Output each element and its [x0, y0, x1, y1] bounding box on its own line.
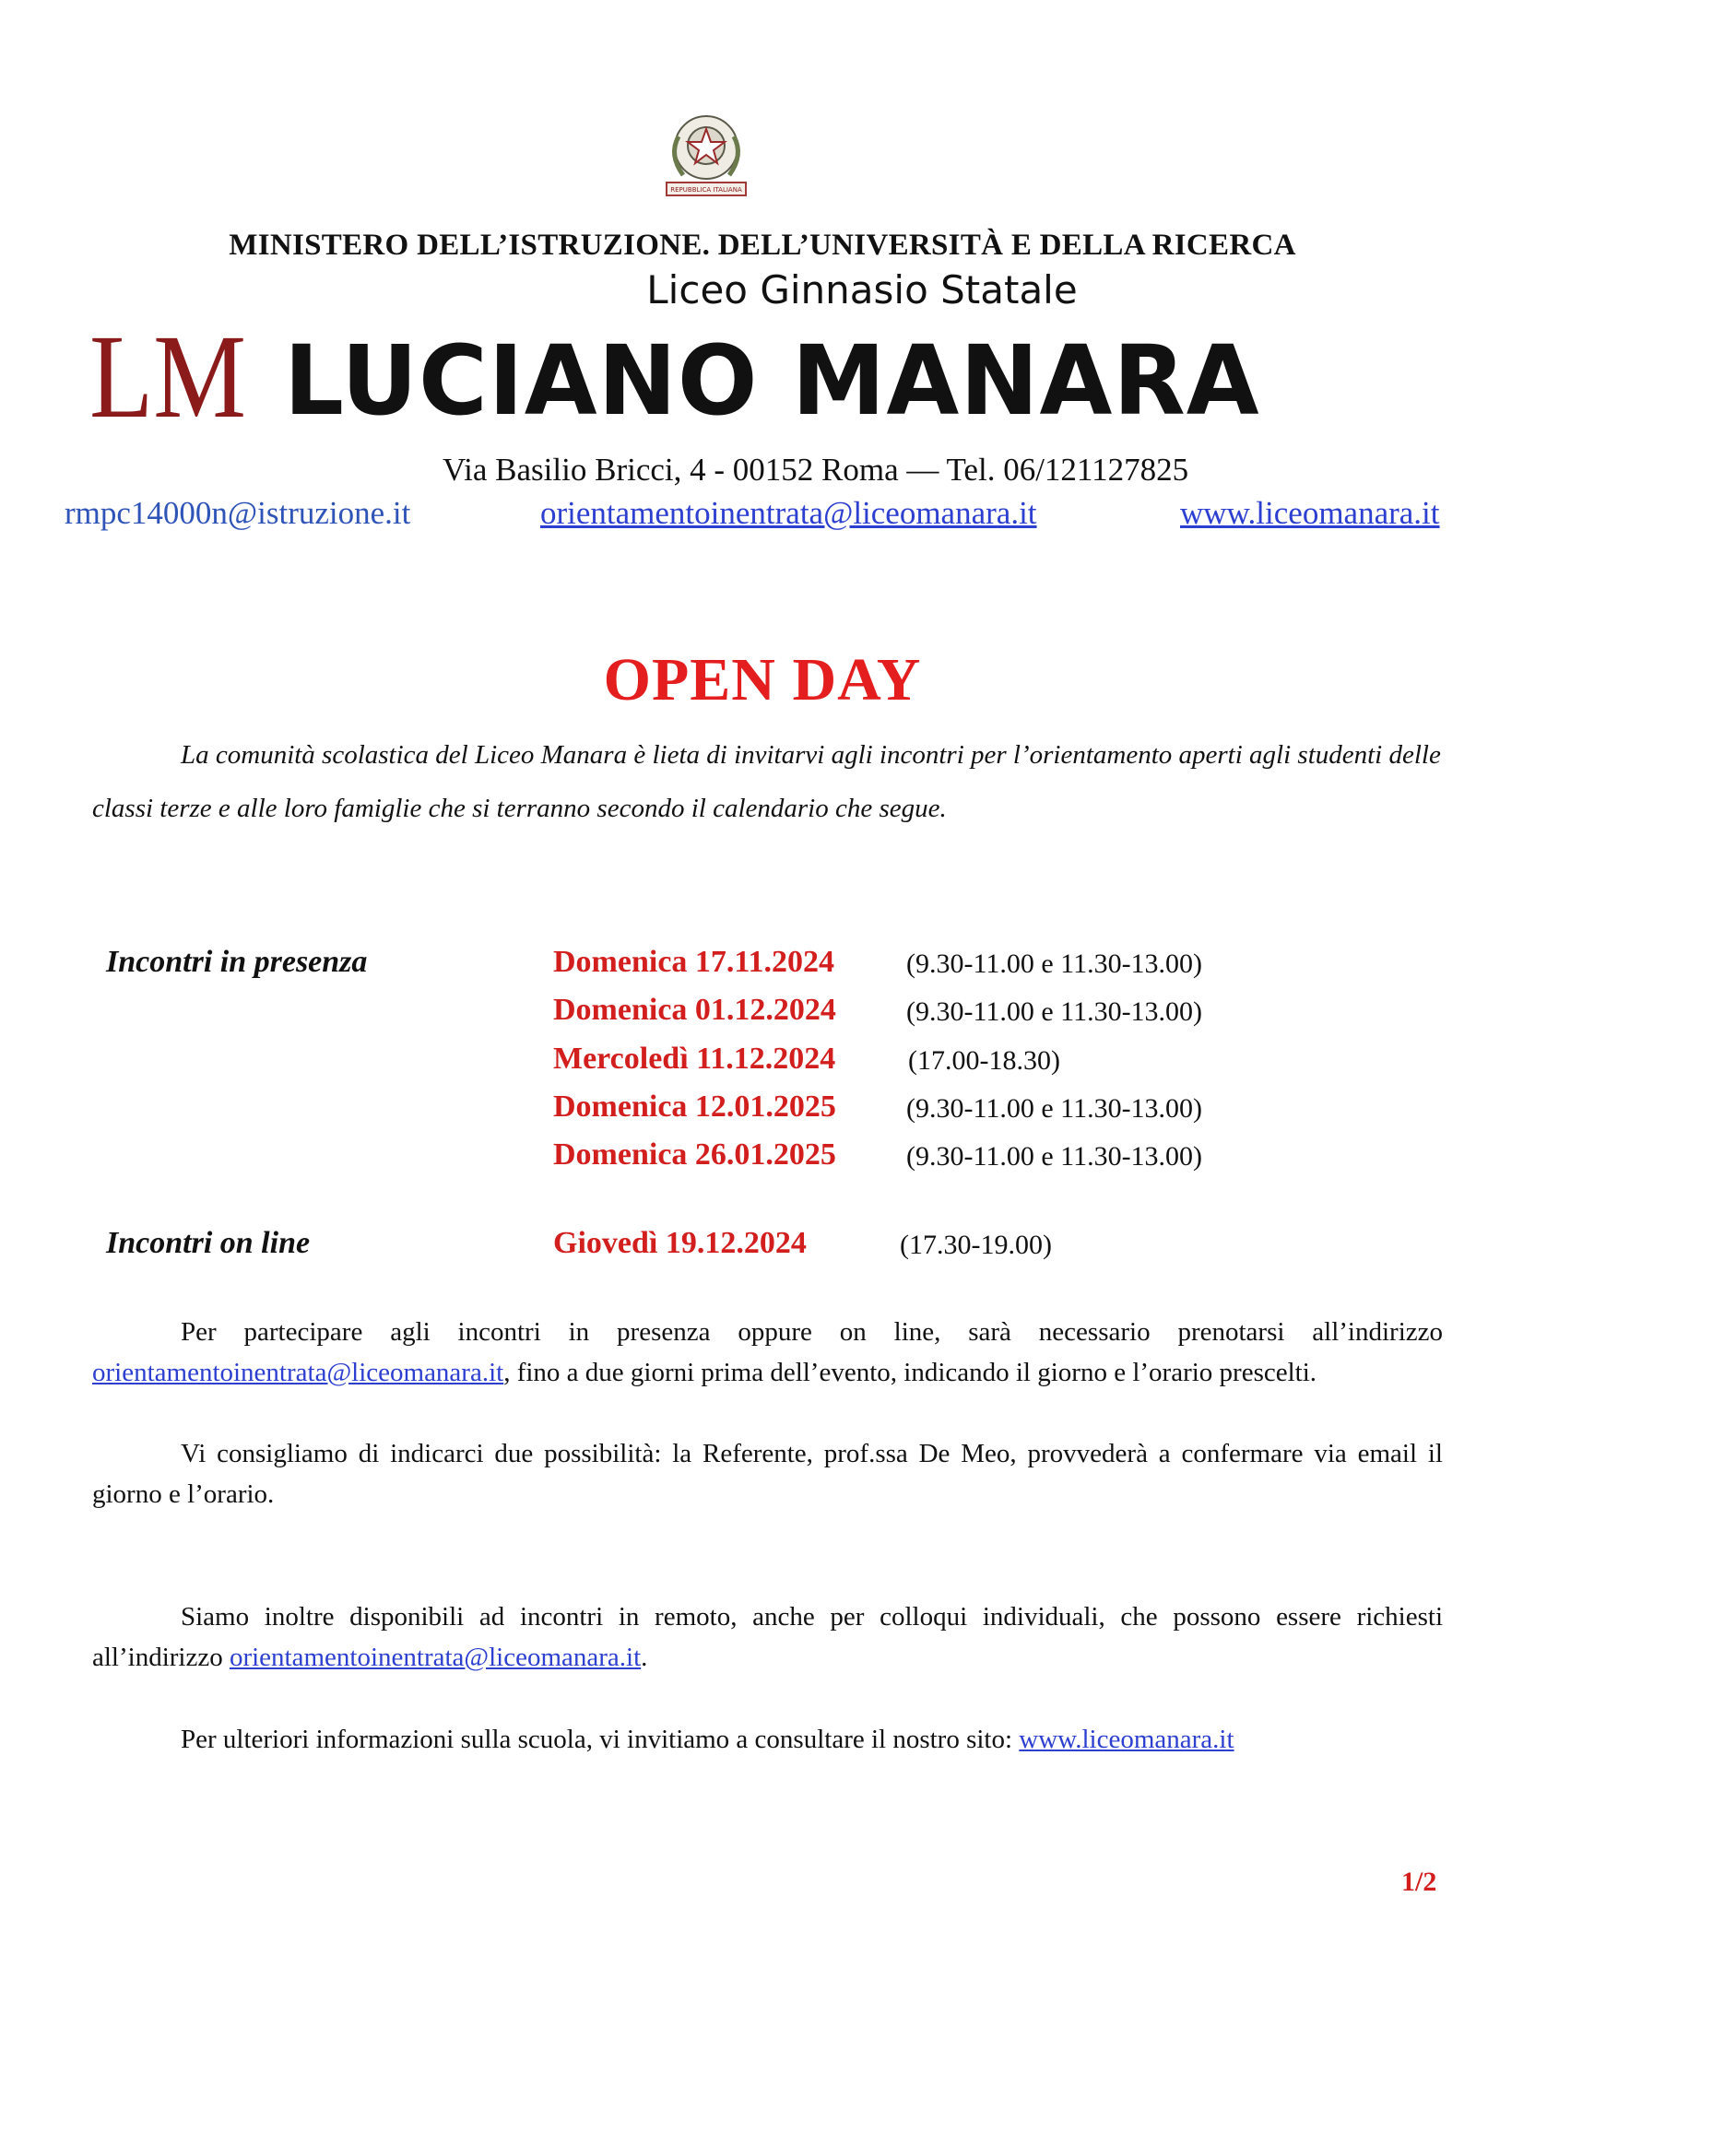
in-person-label: Incontri in presenza: [106, 945, 368, 979]
school-address: Via Basilio Bricci, 4 - 00152 Roma — Tel. 06/121127825: [443, 452, 1189, 488]
event-time: (9.30-11.00 e 11.30-13.00): [906, 996, 1203, 1027]
school-name: LUCIANO MANARA: [284, 324, 1260, 437]
event-time: (9.30-11.00 e 11.30-13.00): [906, 1093, 1203, 1124]
event-time: (17.30-19.00): [900, 1230, 1052, 1260]
event-time: (9.30-11.00 e 11.30-13.00): [906, 948, 1203, 979]
event-time: (9.30-11.00 e 11.30-13.00): [906, 1141, 1203, 1172]
website-footer-link[interactable]: www.liceomanara.it: [1019, 1725, 1234, 1754]
event-date: Domenica 17.11.2024: [553, 945, 835, 979]
school-type: Liceo Ginnasio Statale: [646, 267, 1078, 312]
italian-republic-emblem-icon: [648, 109, 764, 201]
svg-text:REPUBBLICA ITALIANA: REPUBBLICA ITALIANA: [670, 186, 742, 194]
event-date: Domenica 12.01.2025: [553, 1090, 836, 1124]
booking-email-link[interactable]: orientamentoinentrata@liceomanara.it: [92, 1358, 504, 1387]
website-link[interactable]: www.liceomanara.it: [1180, 495, 1440, 531]
page-title: OPEN DAY: [603, 646, 922, 713]
remote-paragraph: Siamo inoltre disponibili ad incontri in remoto, anche per colloqui individuali, che possono essere richiesti all’indirizzo orientamentoinentrata@liceomanara.it.: [92, 1602, 1443, 1672]
ministry-heading: MINISTERO DELL’ISTRUZIONE. DELL’UNIVERSITÀ E DELLA RICERCA: [229, 229, 1296, 262]
online-label: Incontri on line: [106, 1226, 311, 1260]
page-number: 1/2: [1401, 1867, 1437, 1897]
event-time: (17.00-18.30): [908, 1045, 1060, 1076]
event-date: Domenica 26.01.2025: [553, 1137, 836, 1172]
event-date: Mercoledì 11.12.2024: [553, 1042, 836, 1076]
info-paragraph: Per ulteriori informazioni sulla scuola, vi invitiamo a consultare il nostro sito: www.liceomanara.it: [181, 1725, 1234, 1754]
school-logo: [88, 311, 250, 443]
orientation-email-link[interactable]: orientamentoinentrata@liceomanara.it: [540, 495, 1037, 531]
contact-line: [0, 495, 1525, 536]
event-date: Giovedì 19.12.2024: [553, 1226, 807, 1260]
intro-paragraph: La comunità scolastica del Liceo Manara è lieta di invitarvi agli incontri per l’orientamento aperti agli studenti delle classi terze e alle loro famiglie che si terranno secondo il calendario che segue.: [92, 740, 1441, 823]
remote-email-link[interactable]: orientamentoinentrata@liceomanara.it: [229, 1643, 642, 1672]
svg-text:LM: LM: [89, 311, 246, 443]
institutional-email[interactable]: rmpc14000n@istruzione.it: [65, 495, 411, 531]
confirmation-paragraph: Vi consigliamo di indicarci due possibilità: la Referente, prof.ssa De Meo, provvederà a confermare via email il giorno e l’orario.: [92, 1439, 1443, 1509]
event-date: Domenica 01.12.2024: [553, 993, 836, 1027]
booking-paragraph: Per partecipare agli incontri in presenza oppure on line, sarà necessario prenotarsi all’indirizzo orientamentoinentrata@liceomanara.it, fino a due giorni prima dell’evento, indicando il giorno e l’orario prescelti.: [92, 1317, 1443, 1387]
